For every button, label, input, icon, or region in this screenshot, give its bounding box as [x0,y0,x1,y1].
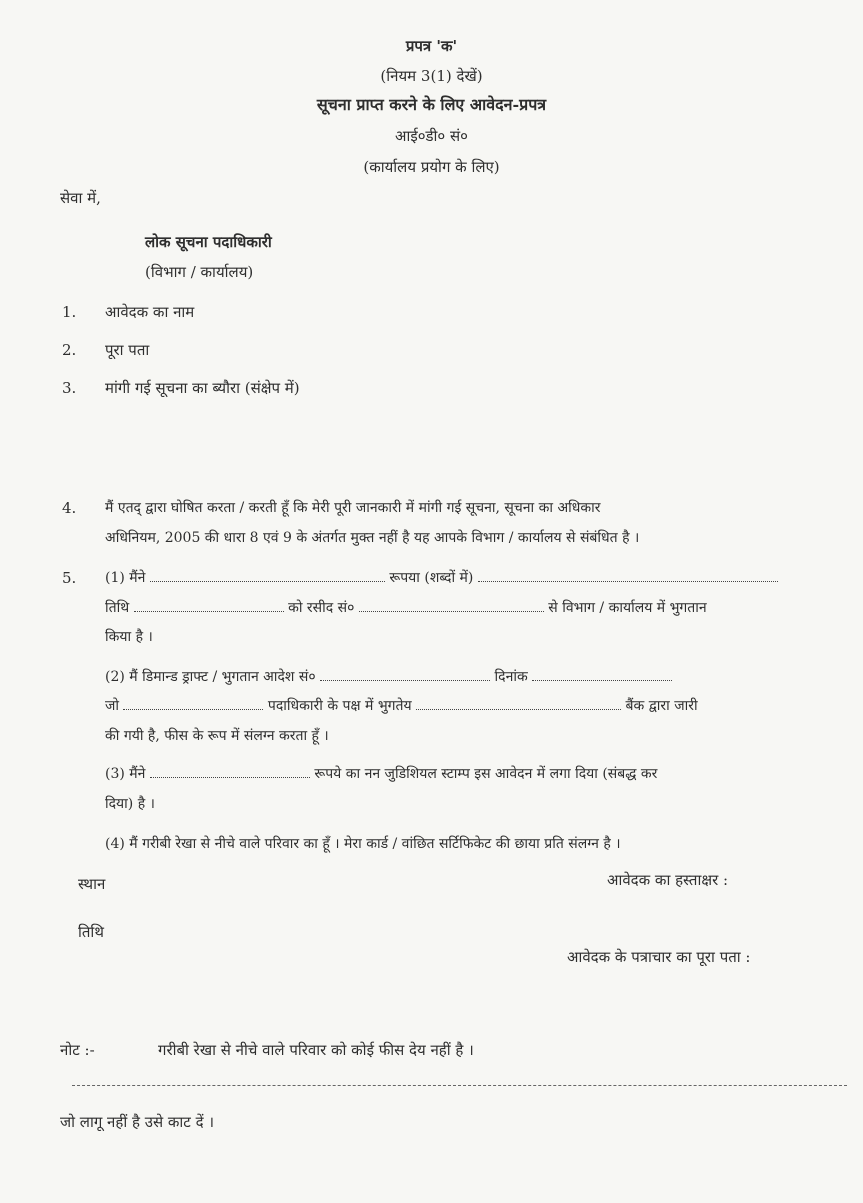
text: (3) मैंने [105,766,146,782]
receipt-field[interactable] [359,599,544,612]
form-title: सूचना प्राप्त करने के लिए आवेदन-प्रपत्र [316,95,547,114]
department: (विभाग / कार्यालय) [145,263,254,281]
amount-words-field[interactable] [478,569,778,582]
note-label: नोट :- [60,1041,95,1059]
draft-date-field[interactable] [532,668,672,681]
note-text: गरीबी रेखा से नीचे वाले परिवार को कोई फीस देय नहीं है । [158,1041,474,1059]
date-field[interactable] [134,599,284,612]
office-use: (कार्यालय प्रयोग के लिए) [363,158,500,176]
text: रूपये का नन जुडिशियल स्टाम्प इस आवेदन में लगा दिया (संबद्ध कर [314,766,658,782]
form-name: प्रपत्र 'क' [405,37,458,55]
item-number: 3. [62,379,77,397]
draft-number-field[interactable] [320,668,490,681]
salutation: सेवा में, [60,189,101,207]
text: पदाधिकारी के पक्ष में भुगतेय [267,698,412,714]
signature-label: आवेदक का हस्ताक्षर : [607,871,729,889]
officer-field[interactable] [123,697,263,710]
id-number: आई०डी० सं० [395,127,468,145]
divider [72,1085,847,1086]
item-number: 5. [62,569,77,587]
text: से विभाग / कार्यालय में भुगतान [548,600,707,616]
text: रूपया (शब्दों में) [389,570,474,586]
text: (2) मैं डिमान्ड ड्राफ्ट / भुगतान आदेश सं० [105,669,316,685]
text: दिया) है । [105,796,155,812]
correspondence-address-label: आवेदक के पत्राचार का पूरा पता : [567,948,751,966]
text: जो [105,698,120,714]
text: की गयी है, फीस के रूप में संलग्न करता हूँ । [105,728,329,744]
date-label: तिथि [78,923,104,941]
strike-instruction: जो लागू नहीं है उसे काट दें । [60,1113,215,1131]
bpl-statement: (4) मैं गरीबी रेखा से नीचे वाले परिवार का हूँ । मेरा कार्ड / वांछित सर्टिफिकेट की छाया प्रति संलग्न है । [105,836,621,852]
place-label: स्थान [78,875,106,893]
declaration-line: मैं एतद् द्वारा घोषित करता / करती हूँ कि मेरी पूरी जानकारी में मांगी गई सूचना, सूचना का अधिकार [105,500,601,516]
text: किया है । [105,629,153,645]
declaration-line: अधिनियम, 2005 की धारा 8 एवं 9 के अंतर्गत मुक्त नहीं है यह आपके विभाग / कार्यालय से संबंधित है । [105,530,640,546]
item-number: 1. [62,303,77,321]
applicant-name-label: आवेदक का नाम [105,303,195,321]
text: (1) मैंने [105,570,146,586]
text: तिथि [105,600,130,616]
amount-field[interactable] [150,569,385,582]
text: दिनांक [494,669,528,685]
text: बैंक द्वारा जारी [625,698,698,714]
bank-field[interactable] [416,697,621,710]
stamp-amount-field[interactable] [150,765,310,778]
officer: लोक सूचना पदाधिकारी [145,233,272,251]
item-number: 4. [62,499,77,517]
rule-reference: (नियम 3(1) देखें) [380,67,483,85]
address-label: पूरा पता [105,341,150,359]
text: को रसीद सं० [288,600,355,616]
info-details-label: मांगी गई सूचना का ब्यौरा (संक्षेप में) [105,379,300,397]
item-number: 2. [62,341,77,359]
